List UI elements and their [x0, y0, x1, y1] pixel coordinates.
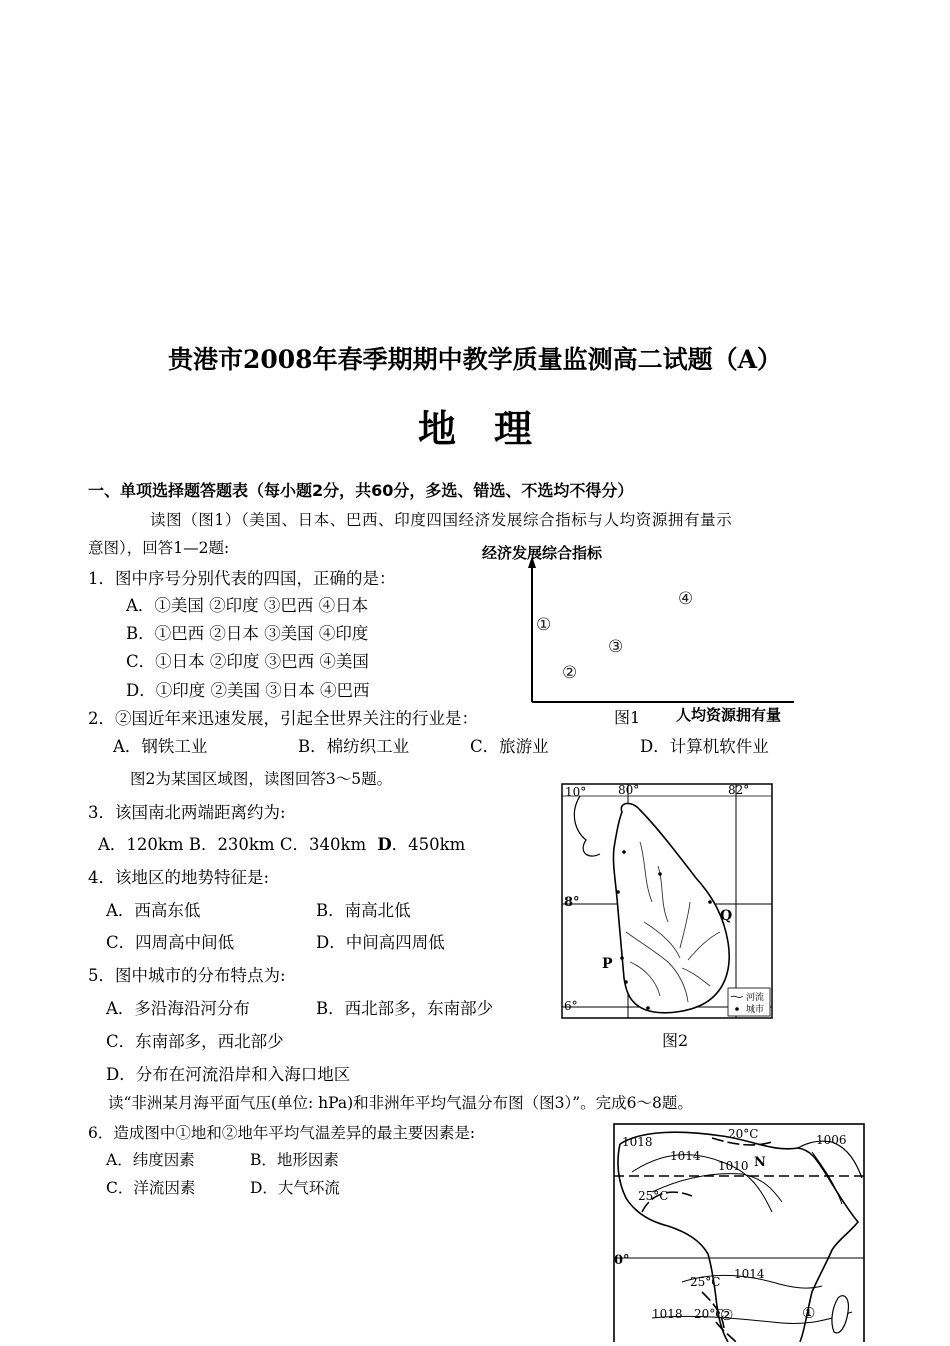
figure-2	[560, 782, 776, 1022]
legend-river-label: 河流	[746, 993, 765, 1003]
lat-10-label: 10°	[565, 785, 587, 799]
legend-city-symbol	[735, 1007, 739, 1011]
q1-option-b: B．①巴西 ②日本 ③美国 ④印度	[126, 624, 369, 643]
fig3-intro: 读“非洲某月海平面气压(单位: hPa)和非洲年平均气温分布图（图3）”。完成6～8题。	[108, 1094, 693, 1112]
lat-8-label: 8°	[564, 895, 580, 910]
q6-option-d: D．大气环流	[250, 1179, 340, 1197]
label-n: N	[754, 1155, 766, 1170]
marker-2: ②	[562, 663, 578, 683]
point-2-marker: ②	[720, 1306, 734, 1324]
city-dot	[620, 956, 624, 960]
q6-stem: 6．造成图中①地和②地年平均气温差异的最主要因素是:	[88, 1124, 476, 1142]
city-dot	[658, 872, 662, 876]
q6-option-c: C．洋流因素	[106, 1179, 196, 1197]
intro-line-2: 意图），回答1—2题:	[88, 539, 230, 557]
q2-stem: 2．②国近年来迅速发展，引起全世界关注的行业是：	[88, 709, 478, 728]
q1-stem: 1．图中序号分别代表的四国，正确的是：	[88, 569, 396, 588]
subject-title: 地 理	[417, 407, 532, 451]
label-p: P	[602, 956, 613, 972]
figure-1-caption: 图1	[614, 708, 641, 727]
city-dot	[616, 890, 620, 894]
isobar-1014-label-north: 1014	[670, 1149, 701, 1163]
y-axis-label: 经济发展综合指标	[482, 544, 603, 562]
figure-1	[476, 542, 806, 727]
figure-1-chart	[476, 542, 806, 727]
q3-option-b: B．230km	[188, 835, 275, 854]
page-title: 贵港市2008年春季期期中教学质量监测高二试题（A）	[168, 345, 782, 374]
point-1-marker: ①	[802, 1304, 816, 1322]
q4-option-b: B．南高北低	[316, 901, 411, 920]
q2-option-c: C．旅游业	[470, 737, 549, 756]
city-dot	[708, 900, 712, 904]
isotherm-25-label-south: 25°C	[690, 1275, 721, 1289]
q4-option-a: A．西高东低	[106, 901, 201, 920]
q1-option-d: D．①印度 ②美国 ③日本 ④巴西	[126, 681, 370, 700]
isotherm-20-label-south: 20°C	[694, 1307, 725, 1321]
legend-city-label: 城市	[746, 1005, 765, 1015]
q5-stem: 5．图中城市的分布特点为:	[88, 966, 286, 985]
isobar-1018-label-south: 1018	[652, 1307, 683, 1321]
q5-option-a: A．多沿海沿河分布	[106, 999, 250, 1018]
q3-stem: 3．该国南北两端距离约为:	[88, 803, 286, 822]
city-dot	[624, 980, 628, 984]
figure-3-map	[612, 1122, 866, 1342]
q3-option-d-text: ．450km	[391, 835, 466, 854]
fig2-intro: 图2为某国区域图，读图回答3～5题。	[130, 770, 393, 788]
q2-option-b: B．棉纺织工业	[298, 737, 410, 756]
q6-option-b: B．地形因素	[250, 1151, 339, 1169]
city-dot	[622, 850, 626, 854]
q5-option-c: C．东南部多，西北部少	[106, 1032, 284, 1051]
q4-option-c: C．四周高中间低	[106, 933, 235, 952]
q4-option-d: D．中间高四周低	[316, 933, 445, 952]
q3-options	[98, 831, 465, 855]
figure-3	[612, 1122, 866, 1342]
q4-stem: 4．该地区的地势特征是:	[88, 868, 270, 887]
q3-option-d-letter: D	[377, 835, 392, 854]
q2-option-a: A．钢铁工业	[113, 737, 208, 756]
x-axis-label: 人均资源拥有量	[676, 706, 782, 724]
q1-option-a: A．①美国 ②印度 ③巴西 ④日本	[126, 596, 369, 615]
isobar-1010-label: 1010	[718, 1159, 749, 1173]
equator-label: 0°	[614, 1253, 630, 1268]
q2-option-d: D．计算机软件业	[640, 737, 769, 756]
q3-option-c: C．340km	[279, 835, 367, 854]
intro-line-1: 读图（图1）（美国、日本、巴西、印度四国经济发展综合指标与人均资源拥有量示	[150, 511, 733, 529]
q6-option-a: A．纬度因素	[106, 1151, 195, 1169]
lat-6-label: 6°	[564, 999, 578, 1013]
lon-82-label: 82°	[728, 783, 750, 797]
q3-option-a: A．120km	[98, 835, 184, 854]
q5-option-d: D．分布在河流沿岸和入海口地区	[106, 1065, 351, 1084]
marker-3: ③	[608, 637, 624, 657]
marker-4: ④	[678, 589, 694, 609]
isobar-1014-label-south: 1014	[734, 1267, 765, 1281]
q1-option-c: C．①日本 ②印度 ③巴西 ④美国	[126, 652, 369, 671]
city-dot	[646, 1006, 650, 1010]
isotherm-20-label-north: 20°C	[728, 1127, 759, 1141]
lon-80-label: 80°	[618, 783, 640, 797]
q5-option-b: B．西北部多，东南部少	[316, 999, 494, 1018]
section-heading: 一、单项选择题答题表（每小题2分，共60分，多选、错选、不选均不得分）	[88, 481, 634, 500]
figure-2-map	[560, 782, 776, 1022]
isobar-1018-label-north: 1018	[622, 1135, 653, 1149]
isotherm-25-label-north: 25°C	[638, 1189, 669, 1203]
marker-1: ①	[536, 615, 552, 635]
figure-2-caption: 图2	[662, 1031, 689, 1050]
label-q: Q	[720, 908, 733, 924]
isobar-1006-label: 1006	[816, 1133, 847, 1147]
